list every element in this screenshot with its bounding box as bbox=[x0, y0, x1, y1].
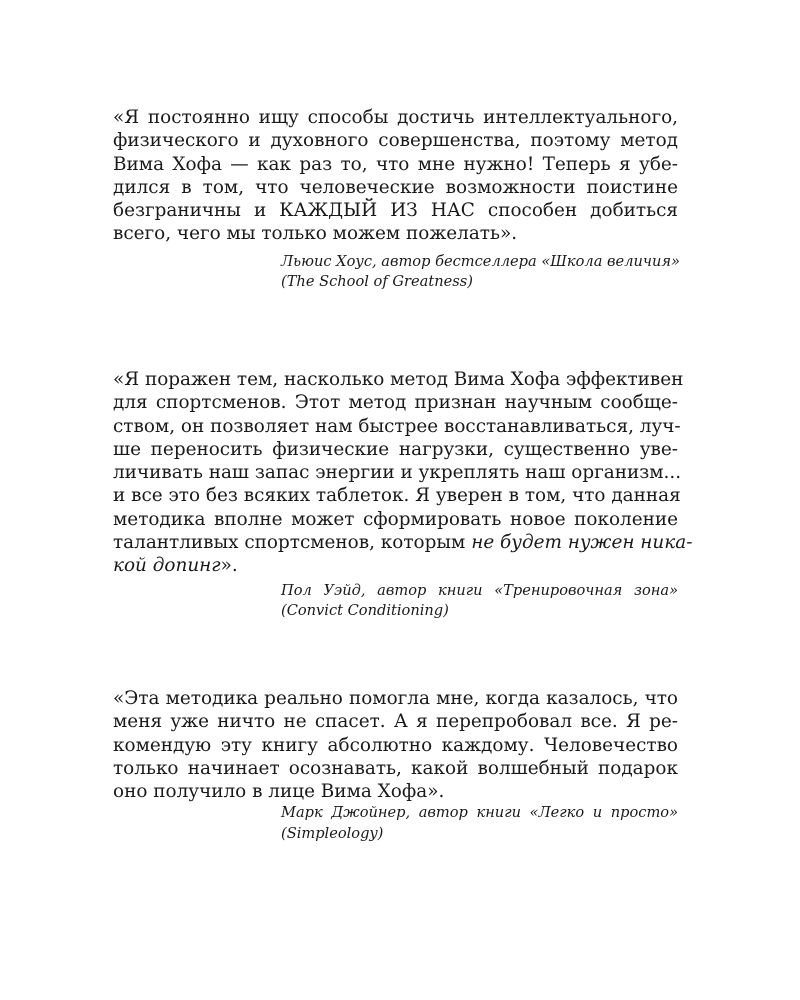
attribution-source: (Convict Conditioning) bbox=[281, 602, 449, 620]
quote-2-text bbox=[113, 368, 693, 578]
quote-emphasis: кой допинг bbox=[113, 555, 221, 577]
quote-line: «Эта методика реально помогла мне, когда казалось, что bbox=[113, 688, 678, 709]
quote-line: ством, он позволяет нам быстрее восстанавливаться, луч- bbox=[113, 415, 681, 437]
quote-line: для спортсменов. Этот метод признан научным сообще- bbox=[113, 392, 678, 414]
attribution-source: (The School of Greatness) bbox=[281, 273, 473, 291]
testimonial-quote-1 bbox=[113, 106, 678, 293]
quote-line: и все это без всяких таблеток. Я уверен в том, что данная bbox=[113, 485, 681, 507]
quote-1-text bbox=[113, 106, 678, 246]
attribution-source: (Simpleology) bbox=[281, 824, 384, 842]
quote-line: методика вполне может сформировать новое поколение bbox=[113, 508, 678, 530]
quote-line: Вима Хофа — как раз то, что мне нужно! Теперь я убе- bbox=[113, 153, 678, 175]
quote-line: ше переносить физические нагрузки, существенно уве- bbox=[113, 438, 678, 460]
quote-3-text bbox=[113, 687, 678, 803]
quote-line: только начинает осознавать, какой волшебный подарок bbox=[113, 757, 678, 779]
quote-line: физического и духовного совершенства, поэтому метод bbox=[113, 130, 678, 152]
quote-line-start: талантливых спортсменов, которым bbox=[113, 532, 466, 554]
testimonial-quote-3 bbox=[113, 687, 678, 844]
quote-emphasis: не будет нужен ника- bbox=[471, 532, 693, 554]
quote-3-attribution bbox=[113, 803, 678, 844]
quote-line: «Я поражен тем, насколько метод Вима Хофа эффективен bbox=[113, 369, 684, 390]
quote-line: личивать наш запас энергии и укреплять наш организм... bbox=[113, 462, 682, 484]
quote-line: меня уже ничто не спасет. А я перепробовал все. Я ре- bbox=[113, 711, 678, 733]
attribution-author: Льюис Хоус, автор бестселлера «Школа величия» bbox=[281, 252, 680, 270]
testimonial-quote-2 bbox=[113, 368, 693, 622]
quote-line bbox=[113, 531, 693, 554]
quote-line: комендую эту книгу абсолютно каждому. Человечество bbox=[113, 734, 678, 756]
quote-line: «Я постоянно ищу способы достичь интеллектуального, bbox=[113, 107, 678, 128]
quote-line: оно получило в лице Вима Хофа». bbox=[113, 781, 445, 803]
attribution-author: Марк Джойнер, автор книги «Легко и просто» bbox=[281, 804, 678, 822]
quote-line: безграничны и КАЖДЫЙ ИЗ НАС способен добиться bbox=[113, 200, 678, 222]
quote-line bbox=[113, 554, 678, 577]
attribution-author: Пол Уэйд, автор книги «Тренировочная зона» bbox=[281, 581, 678, 599]
quote-line: всего, чего мы только можем пожелать». bbox=[113, 223, 518, 245]
quote-line-end: ». bbox=[220, 555, 238, 577]
quote-2-attribution bbox=[113, 581, 678, 622]
quote-line: дился в том, что человеческие возможности поистине bbox=[113, 176, 678, 198]
quote-1-attribution bbox=[113, 252, 678, 293]
